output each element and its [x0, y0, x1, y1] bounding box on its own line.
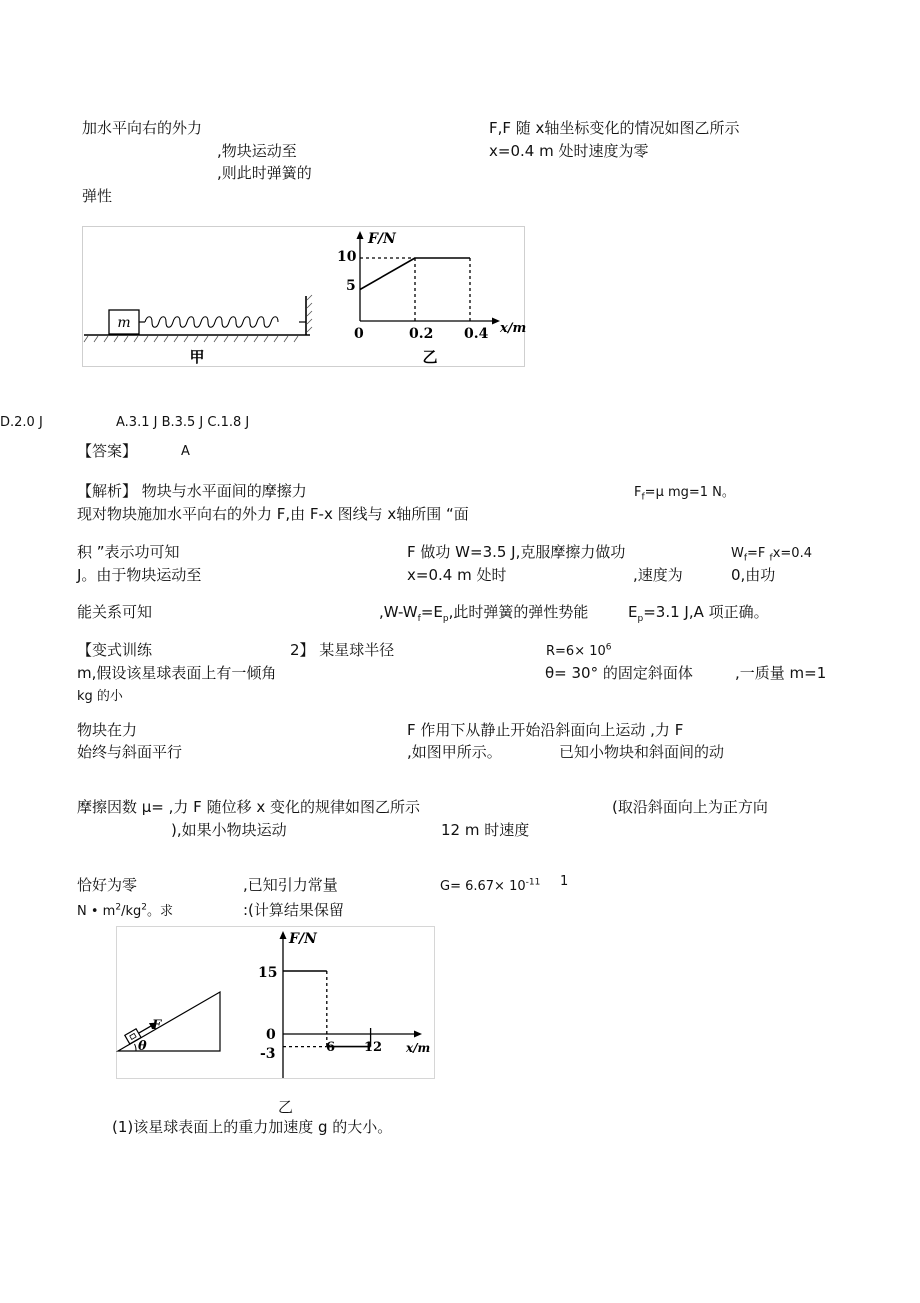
variant-line-6a: 摩擦因数 μ= ,力 F 随位移 x 变化的规律如图乙所示: [77, 798, 420, 816]
fig2-tick-12: 12: [364, 1040, 383, 1055]
fig2-x-axis-label: x/m: [406, 1041, 431, 1055]
figure-spring-graph: [82, 226, 526, 368]
analysis-line-5c: $E_p=3.1$ J,A 项正确。: [628, 603, 769, 624]
analysis-conclusion: =3.1 J,A 项正确。: [643, 603, 769, 621]
block-mass-label: m: [117, 315, 131, 331]
variant-line-2c: ,一质量 m=1: [735, 664, 827, 682]
force-label: F: [152, 1018, 162, 1033]
fig1-tick-10: 10: [337, 249, 357, 265]
fig1-x-axis-label: x/m: [500, 321, 526, 336]
intro-text-5: ,则此时弹簧的: [217, 164, 312, 182]
variant-line-7b: 12 m 时速度: [441, 821, 530, 839]
variant-line-3: kg 的小: [77, 689, 123, 704]
intro-text-1: 加水平向右的外力: [82, 119, 203, 137]
intro-text-4: x=0.4 m 处时速度为零: [489, 142, 649, 160]
variant-line-8d: 1: [560, 874, 569, 889]
variant-line-1b: 2】 某星球半径: [290, 641, 395, 659]
wall-hatching: [307, 295, 312, 332]
caption-jia: 甲: [189, 348, 205, 366]
fig1-y-arrow: [357, 231, 364, 239]
fig1-tick-0: 0: [354, 326, 364, 342]
variant-line-6b: (取沿斜面向上为正方向: [612, 798, 768, 816]
angle-arc: [135, 1044, 137, 1051]
variant-line-5b: ,如图甲所示。: [407, 743, 502, 761]
analysis-line-4b: x=0.4 m 处时: [407, 566, 507, 584]
intro-text-2: F,F 随 x轴坐标变化的情况如图乙所示: [489, 119, 740, 137]
answer-label: 【答案】: [77, 442, 138, 460]
fig1-tick-0.4: 0.4: [464, 326, 489, 342]
analysis-line-2: 现对物块施加水平向右的外力 F,由 F-x 图线与 x轴所围 “面: [77, 505, 469, 523]
variant-line-2a: m,假设该星球表面上有一倾角: [77, 664, 277, 682]
analysis-line-1b: $F_f=\mu$ mg=1 N。: [634, 485, 735, 503]
fig1-tick-0.2: 0.2: [409, 326, 434, 342]
analysis-friction-work: x=0.4: [772, 546, 812, 561]
intro-text-3: ,物块运动至: [217, 142, 297, 160]
variant-line-5c: 已知小物块和斜面间的动: [559, 743, 725, 761]
caption-yi: 乙: [422, 348, 438, 366]
spring-coil: [145, 317, 278, 328]
variant-line-8c: $G= 6.67\times 10^{-11}$: [440, 877, 541, 894]
variant-line-7a: ),如果小物块运动: [171, 821, 287, 839]
figure-incline-graph: [116, 926, 436, 1080]
variant-line-8a: 恰好为零: [77, 876, 138, 894]
analysis-line-4a: J。由于物块运动至: [77, 566, 202, 584]
fig2-x-arrow: [414, 1031, 422, 1038]
fig2-tick-15: 15: [258, 965, 278, 981]
variant-line-4a: 物块在力: [77, 721, 138, 739]
analysis-line-3b: F 做功 W=3.5 J,克服摩擦力做功: [407, 543, 626, 561]
variant-line-2b: θ= 30° 的固定斜面体: [545, 664, 693, 682]
caption-yi-2: 乙: [278, 1098, 294, 1116]
angle-label: θ: [138, 1039, 147, 1054]
variant-line-1a: 【变式训练: [77, 641, 153, 659]
analysis-line-3a: 积 ”表示功可知: [77, 543, 180, 561]
analysis-line-1a: 【解析】 物块与水平面间的摩擦力: [77, 482, 307, 500]
variant-line-9a: N • $m^2/kg^2$。求: [77, 902, 173, 919]
analysis-line-5a: 能关系可知: [77, 603, 153, 621]
fig1-x-arrow: [492, 318, 500, 325]
fig2-y-arrow: [280, 931, 287, 939]
variant-line-8b: ,已知引力常量: [243, 876, 338, 894]
answer-value: A: [181, 444, 190, 459]
fig2-tick-0: 0: [266, 1027, 276, 1043]
fig1-series-segment-1: [360, 258, 415, 290]
fig2-y-axis-label: F/N: [289, 931, 317, 947]
variant-line-9d: :(计算结果保留: [243, 901, 344, 919]
variant-line-1c: $R=6\times 10^6$: [546, 642, 612, 659]
question-1: (1)该星球表面上的重力加速度 g 的大小。: [112, 1118, 393, 1136]
intro-text-6: 弹性: [82, 187, 113, 205]
variant-line-5a: 始终与斜面平行: [77, 743, 183, 761]
fig1-y-axis-label: F/N: [368, 231, 396, 247]
analysis-line-3c: $W_f=F$ $_f$x=0.4: [731, 546, 812, 564]
fig2-tick-6: 6: [326, 1040, 336, 1055]
variant-line-4b: F 作用下从静止开始沿斜面向上运动 ,力 F: [407, 721, 684, 739]
fig2-tick-minus3: -3: [260, 1046, 276, 1062]
ground-hatching: [84, 336, 298, 342]
analysis-line-5b: $,W-W_f=E_p$,此时弹簧的弹性势能: [379, 603, 589, 624]
option-d: D.2.0 J: [0, 415, 43, 430]
analysis-line-4c: ,速度为: [633, 566, 683, 584]
analysis-line-4d: 0,由功: [731, 566, 776, 584]
analysis-friction: μ mg=1 N。: [655, 485, 735, 500]
options-abc: A.3.1 J B.3.5 J C.1.8 J: [116, 415, 250, 430]
figure1-border: [83, 227, 525, 367]
fig1-tick-5: 5: [346, 278, 356, 294]
